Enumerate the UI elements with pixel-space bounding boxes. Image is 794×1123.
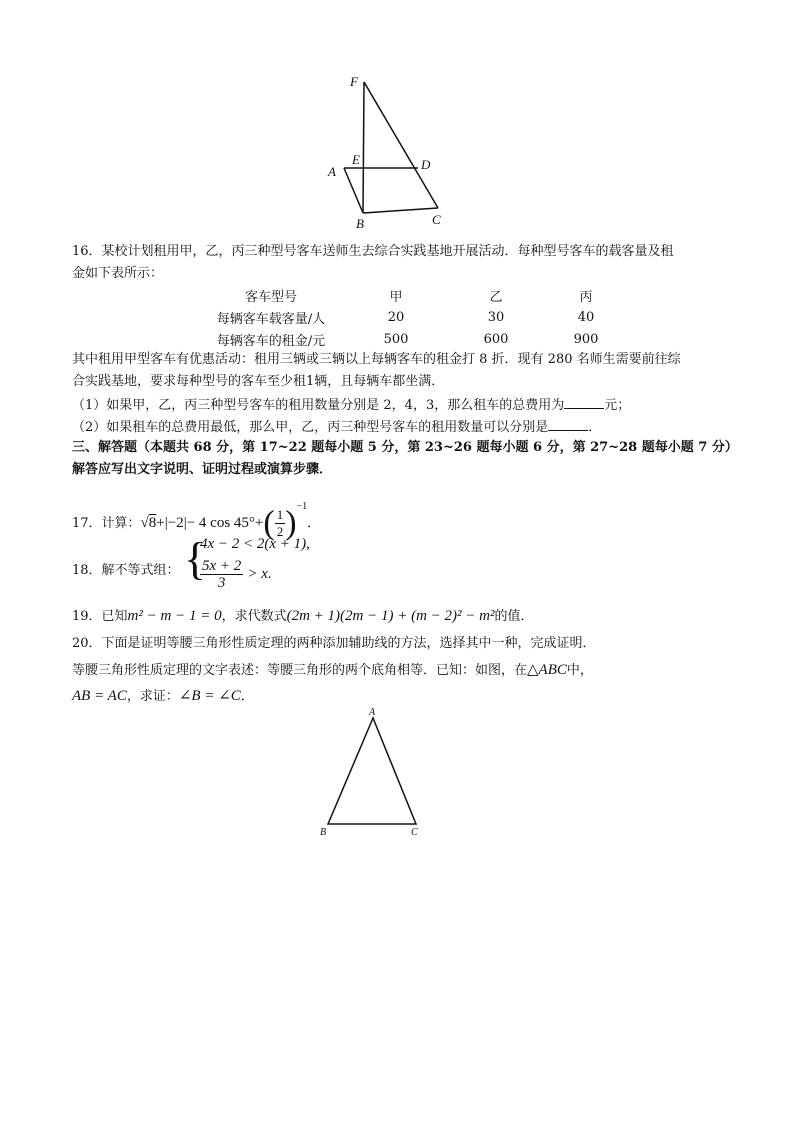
fraction-denominator: 2: [276, 524, 284, 539]
table-cell: 900: [573, 331, 599, 347]
inequality-2-fraction: [200, 558, 243, 591]
label-c: C: [411, 827, 418, 838]
sqrt-radicand: 8: [148, 515, 157, 531]
q20-line1: 20．下面是证明等腰三角形性质定理的两种添加辅助线的方法，选择其中一种，完成证明．: [72, 636, 596, 651]
q16-part2: [72, 416, 601, 438]
sqrt-expression: √8: [140, 515, 157, 531]
table-cell: 30: [487, 309, 505, 325]
q17-expression: +|−2|− 4 cos 45°+: [156, 515, 264, 531]
q20-line3-end: ．: [240, 689, 254, 704]
brace: {: [184, 533, 207, 584]
section3-title: 三、解答题（本题共 68 分，第 17~22 题每小题 5 分，第 23~26 题每小题 6 分，第 27~28 题每小题 7 分）: [72, 440, 738, 455]
q19-suffix: 的值．: [494, 609, 534, 624]
label-f: F: [350, 74, 358, 89]
q16-line4: 合实践基地，要求每种型号的客车至少租1辆，且每辆车都坐满．: [72, 374, 445, 389]
table-cell: 每辆客车载客量/人: [216, 311, 326, 327]
table-row: [196, 328, 626, 350]
q19-middle: ，求代数式: [221, 609, 287, 624]
fraction-denominator: 3: [217, 575, 226, 591]
q17-suffix: ．: [307, 516, 321, 531]
segment-fc: [364, 82, 438, 208]
table-cell: 20: [387, 309, 405, 325]
table-row: [196, 284, 626, 306]
table-header-cell: 丙: [579, 289, 593, 305]
table-header-cell: 乙: [489, 289, 503, 305]
fraction-numerator: 1: [276, 507, 284, 522]
q16-line1: 16．某校计划租用甲，乙，丙三种型号客车送师生去综合实践基地开展活动．每种型号客车的载客量及租: [72, 244, 674, 259]
q20-line2-text: 等腰三角形性质定理的文字表述：等腰三角形的两个底角相等．已知：如图，在: [72, 663, 528, 678]
right-paren: ): [285, 504, 297, 542]
q16-part1-unit: 元；: [604, 398, 631, 413]
table-cell: 40: [577, 309, 595, 325]
section3-instruction: 解答应写出文字说明、证明过程或演算步骤．: [72, 462, 333, 477]
q16-part2-end: ．: [588, 420, 602, 435]
q20-line2-end: 中，: [566, 663, 593, 678]
q16-line2: 金如下表所示：: [72, 266, 164, 281]
fraction-numerator: 5x + 2: [202, 558, 242, 574]
label-c: C: [432, 212, 441, 227]
table-cell: 500: [383, 331, 409, 347]
given-ab-ac: AB = AC: [72, 688, 127, 704]
q16-part2-text: （2）如果租车的总费用最低，那么甲，乙，丙三种型号客车的租用数量可以分别是: [72, 420, 549, 435]
rental-table: [196, 284, 626, 350]
inequality-1: 4x − 2 < 2(x + 1),: [200, 536, 310, 552]
q16-part1-text: （1）如果甲，乙，丙三种型号客车的租用数量分别是 2，4，3，那么租车的总费用为: [72, 398, 565, 413]
triangle-outline: [328, 718, 416, 824]
segment-fb: [363, 82, 364, 213]
figure-fedabc: [322, 68, 452, 230]
q20-prove-label: ，求证：: [126, 689, 179, 704]
table-cell: 每辆客车的租金/元: [216, 333, 326, 349]
segment-ab: [344, 168, 363, 213]
q16-line3: 其中租用甲型客车有优惠活动：租用三辆或三辆以上每辆客车的租金打 8 折．现有 280 名师生需要前往综: [72, 352, 681, 367]
table-header-cell: 甲: [389, 289, 403, 305]
figure-triangle-abc: [316, 704, 426, 840]
q17-prefix: 17．计算：: [72, 516, 141, 531]
inequality-2: [200, 558, 272, 591]
label-e: E: [352, 152, 360, 167]
q18-prefix: 18．解不等式组：: [72, 563, 180, 578]
q16-part1: [72, 394, 630, 416]
label-d: D: [421, 157, 431, 172]
prove-angle-b-c: ∠B = ∠C: [178, 688, 241, 704]
table-header-cell: 客车型号: [244, 289, 297, 305]
label-a: A: [328, 164, 336, 179]
label-a: A: [369, 707, 376, 718]
label-b: B: [356, 216, 364, 230]
table-row: [196, 306, 626, 328]
q19: [72, 606, 534, 627]
q19-expression: (2m + 1)(2m − 1) + (m − 2)² − m²: [286, 608, 495, 624]
segment-bc: [363, 208, 438, 213]
answer-blank-1[interactable]: [564, 394, 604, 409]
q20-line2: [72, 660, 593, 681]
label-b: B: [320, 827, 327, 838]
left-paren: (: [263, 504, 275, 542]
q19-condition: m² − m − 1 = 0: [127, 608, 222, 624]
q19-prefix: 19．已知: [72, 609, 128, 624]
exponent: −1: [296, 501, 308, 512]
table-cell: 600: [483, 331, 509, 347]
inequality-2-rest: > x.: [247, 566, 272, 582]
triangle-abc: △ABC: [527, 662, 567, 678]
answer-blank-2[interactable]: [548, 416, 588, 431]
q20-line3: [72, 686, 254, 707]
